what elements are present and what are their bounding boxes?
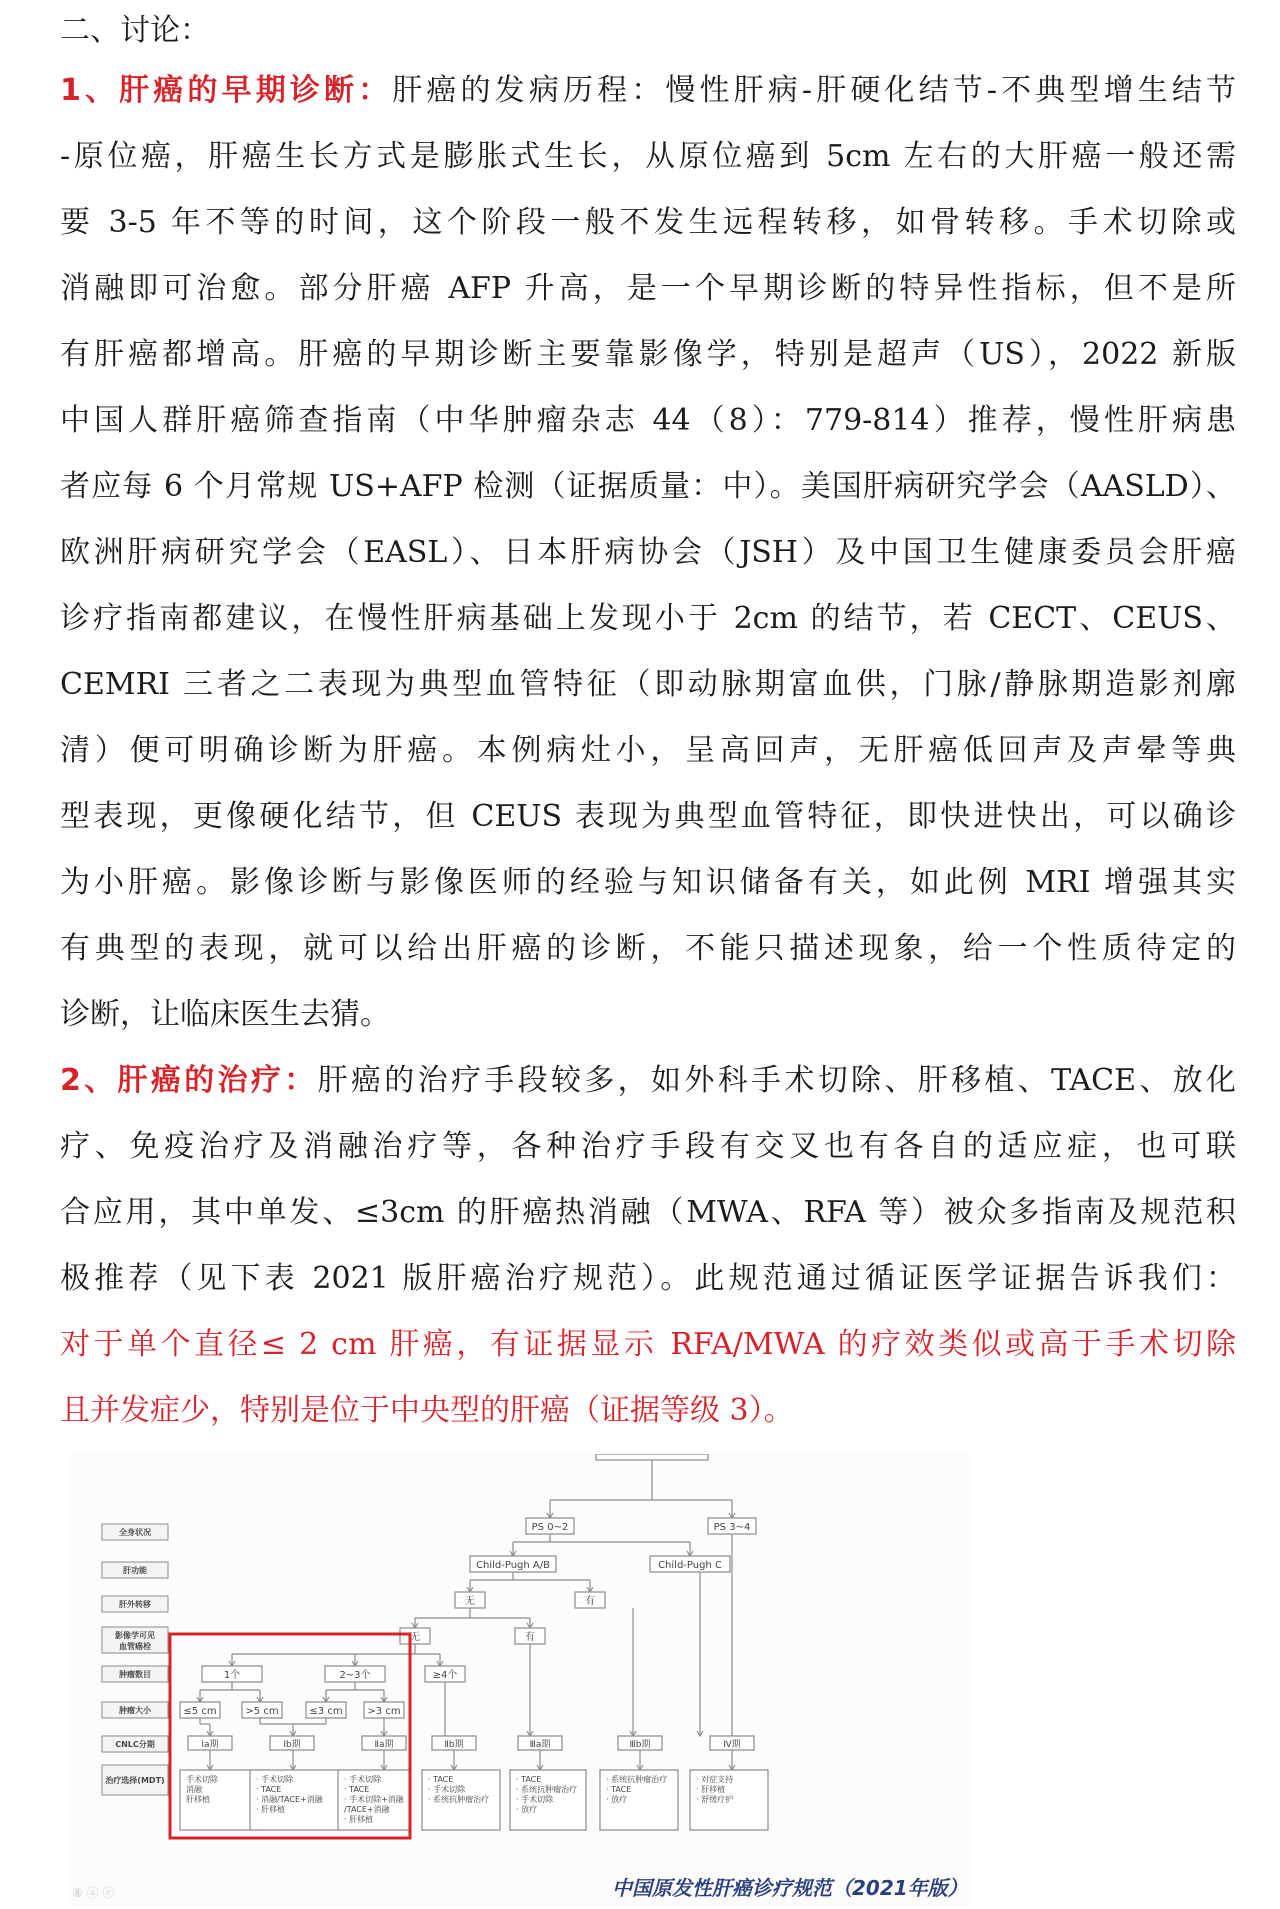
highlight-line: 对于单个直径≤ 2 cm 肝癌，有证据显示 RFA/MWA 的疗效类似或高于手术切除 xyxy=(60,1327,1236,1362)
node-tumor-two-three: 2~3个 xyxy=(339,1670,371,1681)
treatment-option: · 消融/TACE+消融 xyxy=(256,1795,323,1804)
node-size-le5: ≤5 cm xyxy=(183,1706,217,1717)
text-run: CEMRI 三者之二表现为典型血管特征（即动脉期富血供，门脉/静脉期造影剂廓 xyxy=(60,667,1236,702)
row-label: 肝功能 xyxy=(123,1566,147,1575)
treatment-option: · 手术切除 xyxy=(256,1775,294,1784)
text-run: 清）便可明确诊断为肝癌。本例病灶小，呈高回声，无肝癌低回声及声晕等典 xyxy=(60,733,1236,768)
node-stage-4: Ⅳ期 xyxy=(723,1740,741,1750)
row-label: 肝外转移 xyxy=(119,1600,151,1609)
text-line xyxy=(60,784,1236,850)
node-child-c: Child-Pugh C xyxy=(658,1560,722,1571)
treatment-option: · 放疗 xyxy=(606,1795,628,1804)
node-stage-3a: Ⅲa期 xyxy=(529,1740,551,1750)
node-child-ab: Child-Pugh A/B xyxy=(476,1560,550,1571)
text-run: 要 3-5 年不等的时间，这个阶段一般不发生远程转移，如骨转移。手术切除或 xyxy=(60,205,1236,240)
text-line xyxy=(60,982,1236,1048)
text-run: 极推荐（见下表 2021 版肝癌治疗规范）。此规范通过循证医学证据告诉我们： xyxy=(60,1261,1236,1296)
node-size-gt5: >5 cm xyxy=(245,1706,279,1717)
text-run: 诊断，让临床医生去猜。 xyxy=(60,997,390,1032)
treatment-option: · 肝移植 xyxy=(696,1785,726,1794)
text-run: 疗、免疫治疗及消融治疗等，各种治疗手段有交叉也有各自的适应症，也可联 xyxy=(60,1129,1236,1164)
text-line xyxy=(60,322,1236,388)
section-heading: 二、讨论： xyxy=(60,13,210,48)
node-vascular-yes: 有 xyxy=(525,1632,535,1643)
root-node-box xyxy=(596,1454,708,1460)
text-line xyxy=(60,916,1236,982)
treatment-option: · 手术切除+消融 xyxy=(344,1795,404,1804)
text-run: 诊疗指南都建议，在慢性肝病基础上发现小于 2cm 的结节，若 CECT、CEUS、 xyxy=(60,601,1236,636)
text-line xyxy=(60,256,1236,322)
treatment-option: 肝移植 xyxy=(186,1795,210,1804)
subsection-title: 2、肝癌的治疗： xyxy=(60,1063,318,1098)
text-line xyxy=(60,124,1236,190)
treatment-option: · 肝移植 xyxy=(256,1805,286,1814)
treatment-option: · 系统抗肿瘤治疗 xyxy=(428,1795,490,1804)
treatment-option: · TACE xyxy=(606,1785,632,1794)
treatment-option: · 肝移植 xyxy=(344,1815,374,1824)
text-run: -原位癌，肝癌生长方式是膨胀式生长，从原位癌到 5cm 左右的大肝癌一般还需 xyxy=(60,139,1236,174)
node-metastasis-yes: 有 xyxy=(585,1596,595,1607)
text-run: 肝癌的治疗手段较多，如外科手术切除、肝移植、TACE、放化 xyxy=(317,1063,1237,1098)
text-line xyxy=(60,190,1236,256)
node-metastasis-no: 无 xyxy=(465,1596,475,1607)
treatment-option: · 手术切除 xyxy=(516,1795,554,1804)
node-ps-poor: PS 3~4 xyxy=(713,1522,751,1533)
text-line xyxy=(60,652,1236,718)
text-line xyxy=(60,1180,1236,1246)
text-run: 型表现，更像硬化结节，但 CEUS 表现为典型血管特征，即快进快出，可以确诊 xyxy=(60,799,1236,834)
text-line xyxy=(60,718,1236,784)
treatment-option: · 手术切除 xyxy=(428,1785,466,1794)
figure-corner-mark: ⑧ ⓐ ⓔ xyxy=(72,1886,115,1900)
text-line xyxy=(60,388,1236,454)
text-line xyxy=(60,58,1236,124)
subsection-title: 1、肝癌的早期诊断： xyxy=(60,73,393,108)
text-line xyxy=(60,586,1236,652)
text-line xyxy=(60,1246,1236,1312)
text-line xyxy=(60,1114,1236,1180)
figure-caption: 中国原发性肝癌诊疗规范（2021年版） xyxy=(612,1876,968,1900)
node-stage-1b: Ⅰb期 xyxy=(283,1740,301,1750)
text-run: 欧洲肝病研究学会（EASL）、日本肝病协会（JSH）及中国卫生健康委员会肝癌 xyxy=(60,535,1236,570)
treatment-option: 手术切除 xyxy=(186,1775,218,1784)
text-line xyxy=(60,850,1236,916)
treatment-flowchart xyxy=(70,1454,970,1874)
node-stage-2a: Ⅱa期 xyxy=(374,1740,394,1750)
node-ps-good: PS 0~2 xyxy=(531,1522,569,1533)
treatment-option: · TACE xyxy=(516,1775,542,1784)
paragraph-early-diagnosis xyxy=(60,58,1236,1048)
treatment-option: · 对症支持 xyxy=(696,1775,734,1784)
node-vascular-no: 无 xyxy=(410,1632,420,1643)
text-run: 有典型的表现，就可以给出肝癌的诊断，不能只描述现象，给一个性质待定的 xyxy=(60,931,1236,966)
row-label: CNLC分期 xyxy=(115,1740,155,1749)
highlight-line: 且并发症少，特别是位于中央型的肝癌（证据等级 3）。 xyxy=(60,1393,794,1428)
node-size-le3: ≤3 cm xyxy=(309,1706,343,1717)
text-line xyxy=(60,520,1236,586)
text-run: 肝癌的发病历程：慢性肝病-肝硬化结节-不典型增生结节 xyxy=(392,73,1236,108)
bclc-flowchart-figure xyxy=(70,1454,970,1906)
treatment-option: · TACE xyxy=(344,1785,370,1794)
node-tumor-one: 1个 xyxy=(223,1670,241,1681)
treatment-option: · 系统抗肿瘤治疗 xyxy=(516,1785,578,1794)
node-stage-3b: Ⅲb期 xyxy=(629,1740,651,1750)
node-tumor-four: ≥4个 xyxy=(432,1670,458,1681)
node-size-gt3: >3 cm xyxy=(367,1706,401,1717)
treatment-option: · 手术切除 xyxy=(344,1775,382,1784)
row-label: 血管癌栓 xyxy=(119,1642,151,1651)
treatment-option: · TACE xyxy=(428,1775,454,1784)
treatment-option: /TACE+消融 xyxy=(344,1805,390,1814)
text-run: 为小肝癌。影像诊断与影像医师的经验与知识储备有关，如此例 MRI 增强其实 xyxy=(60,865,1236,900)
row-label: 肿瘤数目 xyxy=(119,1670,151,1679)
row-label: 肿瘤大小 xyxy=(119,1706,151,1715)
text-line xyxy=(60,454,1236,520)
treatment-option: · 系统抗肿瘤治疗 xyxy=(606,1775,668,1784)
text-run: 中国人群肝癌筛查指南（中华肿瘤杂志 44（8）：779-814）推荐，慢性肝病患 xyxy=(60,403,1236,438)
row-label: 治疗选择(MDT) xyxy=(105,1776,165,1785)
row-label: 全身状况 xyxy=(119,1528,151,1537)
paragraph-treatment xyxy=(60,1048,1236,1444)
treatment-option: · 放疗 xyxy=(516,1805,538,1814)
row-label: 影像学可见 xyxy=(115,1631,155,1640)
text-line xyxy=(60,1048,1236,1114)
treatment-option: · 舒缓疗护 xyxy=(696,1795,734,1804)
text-run: 者应每 6 个月常规 US+AFP 检测（证据质量：中）。美国肝病研究学会（AASLD）、 xyxy=(60,469,1236,504)
text-run: 有肝癌都增高。肝癌的早期诊断主要靠影像学，特别是超声（US），2022 新版 xyxy=(60,337,1236,372)
node-stage-2b: Ⅱb期 xyxy=(444,1740,464,1750)
treatment-option: 消融 xyxy=(186,1785,202,1794)
treatment-option: · TACE xyxy=(256,1785,282,1794)
text-run: 合应用，其中单发、≤3cm 的肝癌热消融（MWA、RFA 等）被众多指南及规范积 xyxy=(60,1195,1236,1230)
text-run: 消融即可治愈。部分肝癌 AFP 升高，是一个早期诊断的特异性指标，但不是所 xyxy=(60,271,1236,306)
node-stage-1a: Ⅰa期 xyxy=(201,1740,219,1750)
